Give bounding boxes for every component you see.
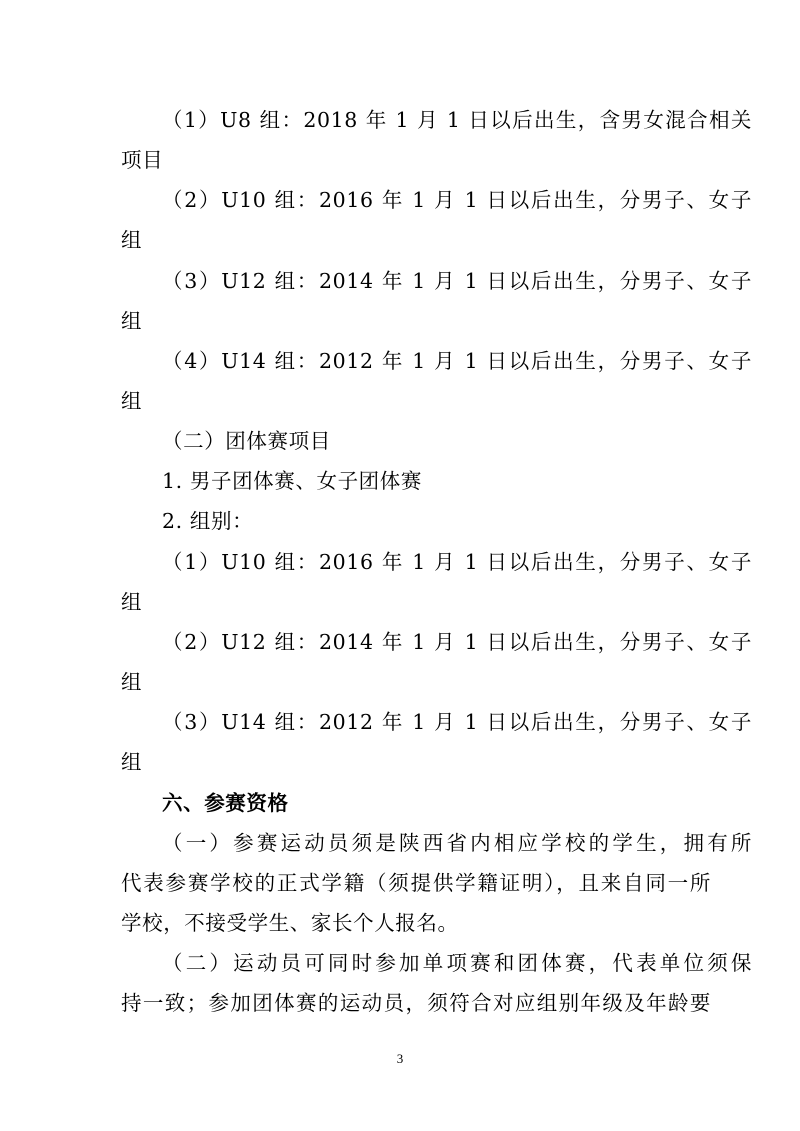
- text-line-eligibility-2a: （二）运动员可同时参加单项赛和团体赛，代表单位须保: [162, 951, 752, 975]
- text-line-u12: （3）U12 组：2014 年 1 月 1 日以后出生，分男子、女子: [162, 269, 752, 293]
- text-line-u10-cont: 组: [121, 228, 143, 252]
- text-line-u8: （1）U8 组：2018 年 1 月 1 日以后出生，含男女混合相关: [162, 108, 752, 132]
- text-line-u10: （2）U10 组：2016 年 1 月 1 日以后出生，分男子、女子: [162, 188, 752, 212]
- text-line-eligibility-1b: 代表参赛学校的正式学籍（须提供学籍证明），且来自同一所: [121, 871, 711, 895]
- subheading-team-events: （二）团体赛项目: [162, 429, 331, 453]
- text-line-groups-label: 2. 组别：: [162, 509, 254, 533]
- text-line-u8-cont: 项目: [121, 148, 164, 172]
- text-line-team-types: 1. 男子团体赛、女子团体赛: [162, 469, 422, 493]
- text-line-team-u10-cont: 组: [121, 590, 143, 614]
- text-line-u14-cont: 组: [121, 389, 143, 413]
- text-line-eligibility-1a: （一）参赛运动员须是陕西省内相应学校的学生，拥有所: [162, 831, 752, 855]
- text-line-u14: （4）U14 组：2012 年 1 月 1 日以后出生，分男子、女子: [162, 349, 752, 373]
- page-number: 3: [396, 1051, 404, 1066]
- text-line-team-u12: （2）U12 组：2014 年 1 月 1 日以后出生，分男子、女子: [162, 630, 752, 654]
- text-line-eligibility-1c: 学校，不接受学生、家长个人报名。: [121, 911, 459, 935]
- text-line-team-u10: （1）U10 组：2016 年 1 月 1 日以后出生，分男子、女子: [162, 550, 752, 574]
- text-line-eligibility-2b: 持一致；参加团体赛的运动员，须符合对应组别年级及年龄要: [121, 991, 711, 1015]
- text-line-team-u12-cont: 组: [121, 670, 143, 694]
- text-line-team-u14: （3）U14 组：2012 年 1 月 1 日以后出生，分男子、女子: [162, 710, 752, 734]
- text-line-team-u14-cont: 组: [121, 750, 143, 774]
- text-line-u12-cont: 组: [121, 309, 143, 333]
- section-heading-eligibility: 六、参赛资格: [162, 791, 289, 815]
